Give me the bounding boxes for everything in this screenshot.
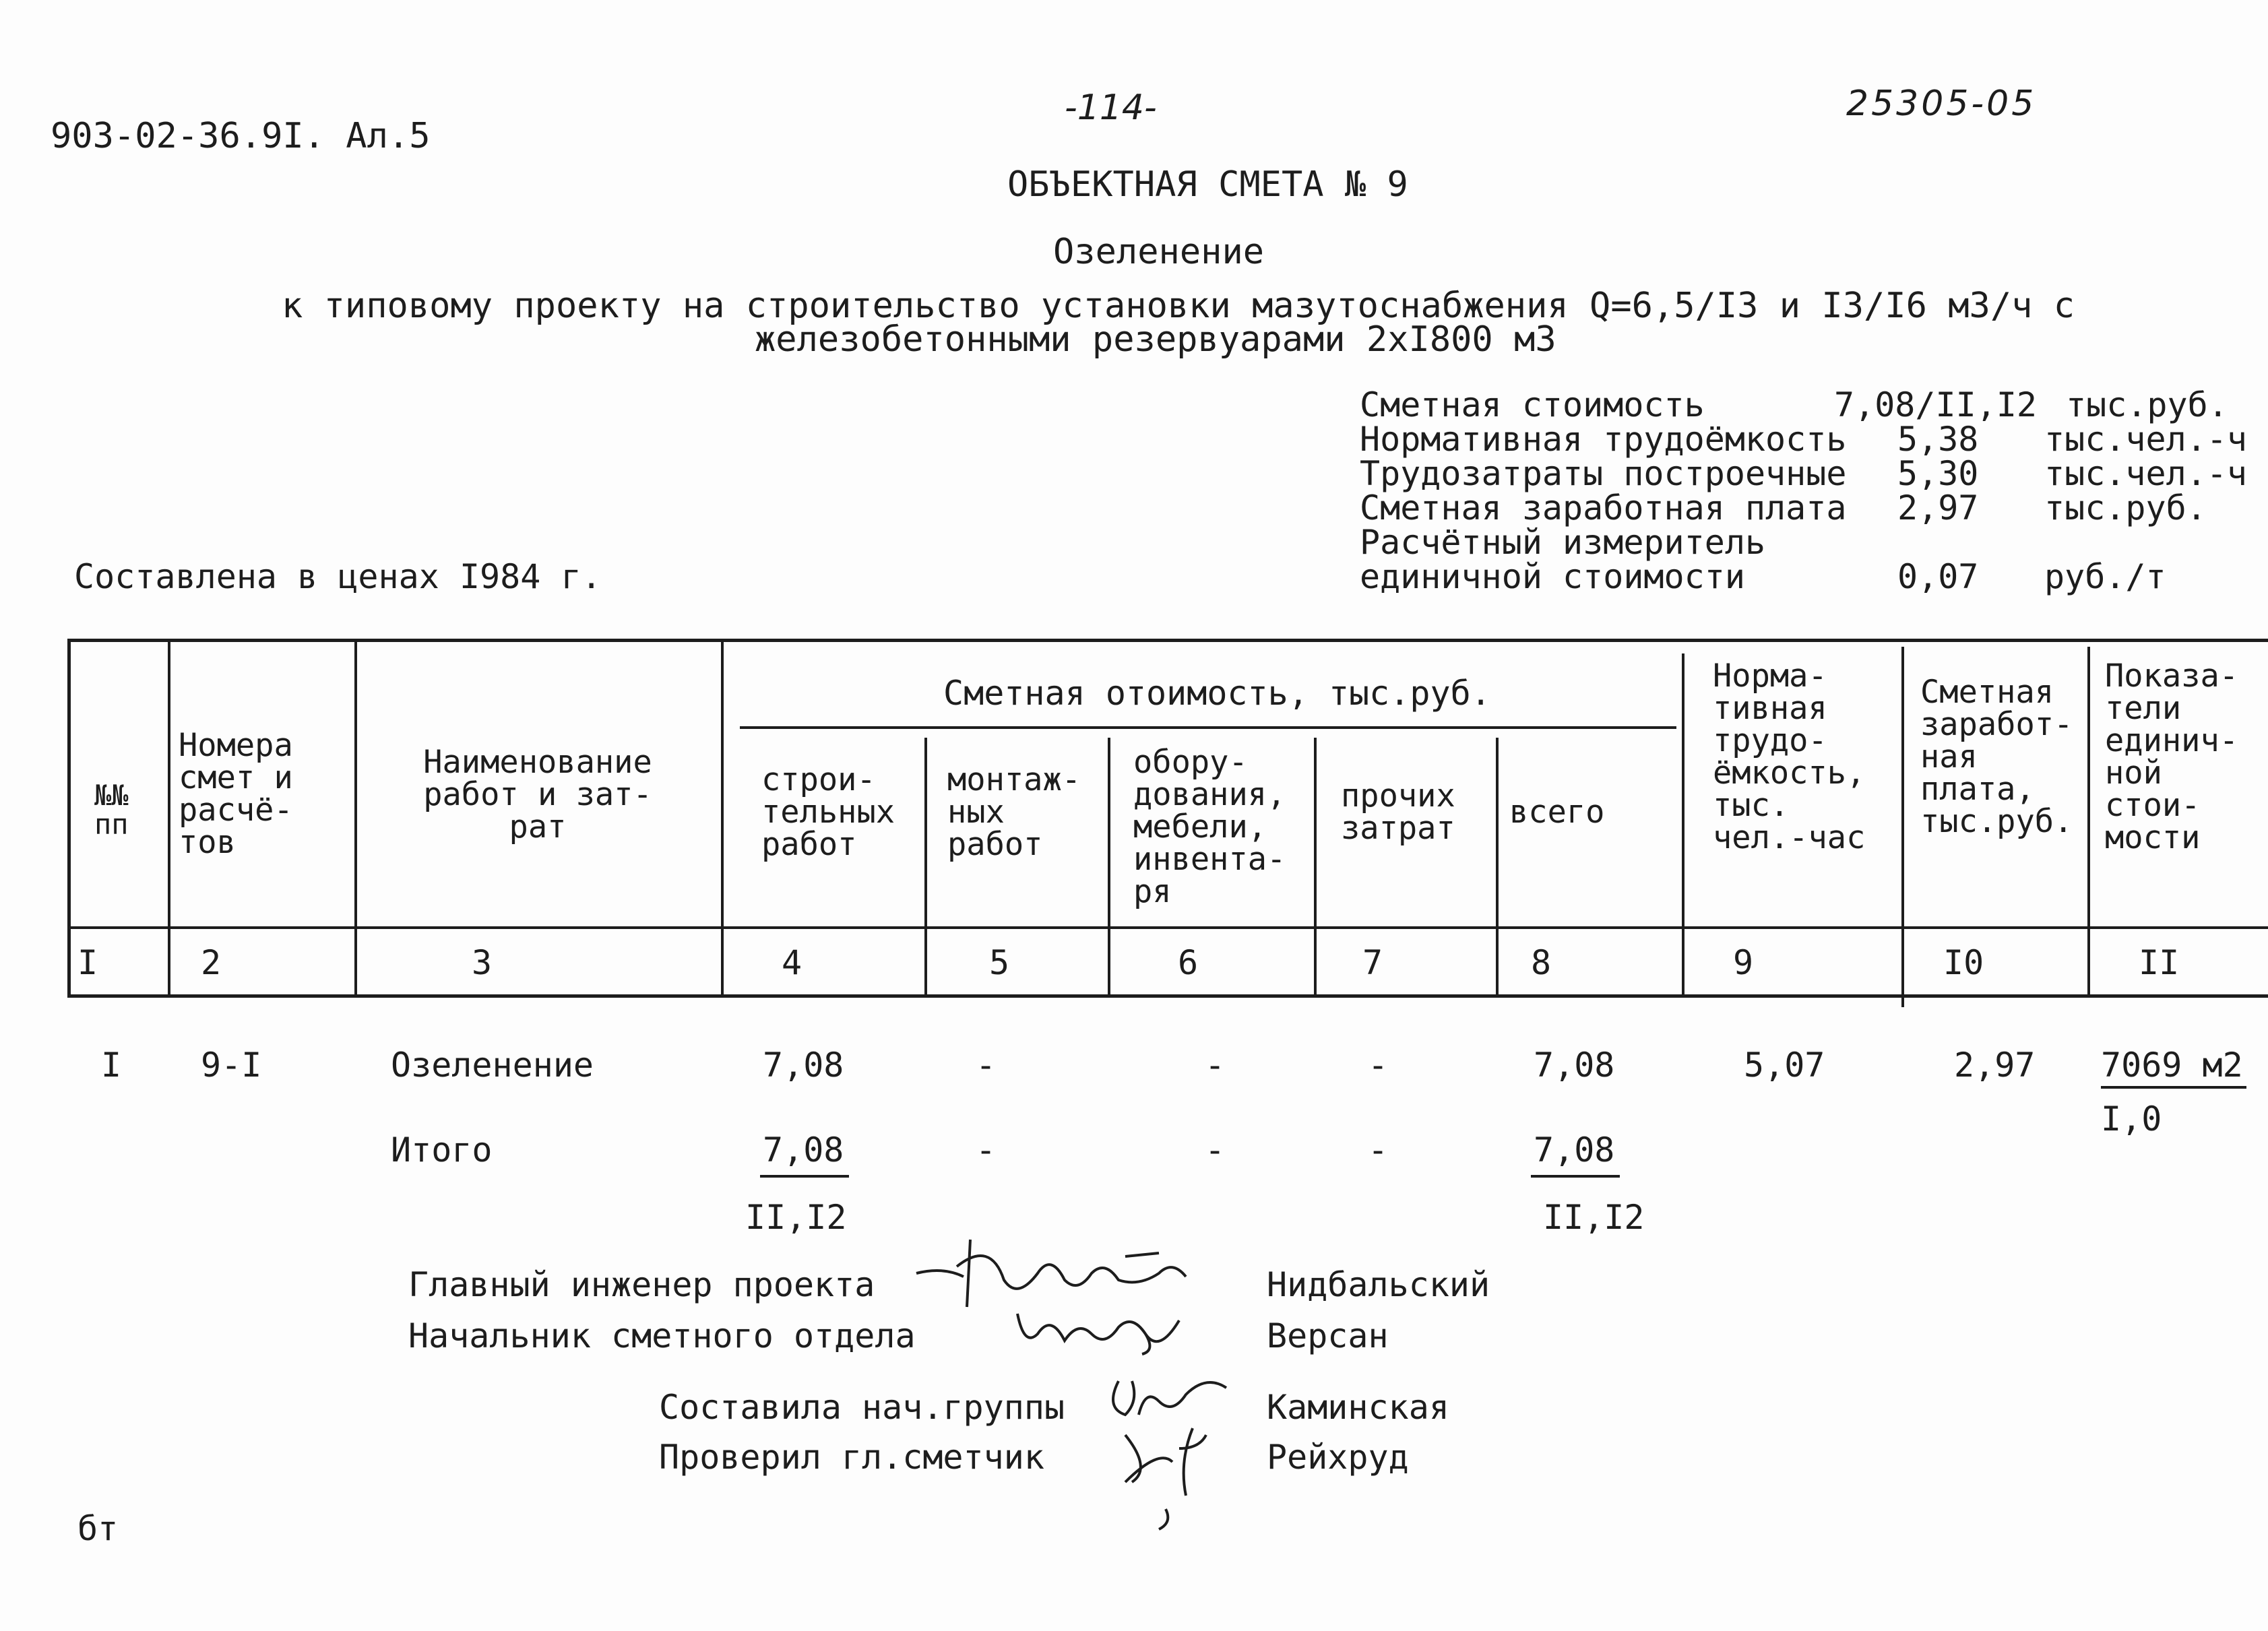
- column-divider: [1108, 738, 1110, 998]
- summary-value: 2,97: [1897, 488, 1979, 527]
- summary-label: Сметная стоимость: [1360, 385, 1705, 424]
- total-cost: 7,08: [1534, 1046, 1615, 1085]
- column-number: 8: [1531, 943, 1552, 982]
- summary-unit: тыс.руб.: [2066, 385, 2228, 424]
- column-number: 5: [989, 943, 1010, 982]
- work-name: Озеленение: [391, 1046, 594, 1085]
- summary-value: 5,38: [1897, 420, 1979, 459]
- row-number: I: [101, 1046, 122, 1085]
- prices-note: Составлена в ценах I984 г.: [74, 557, 602, 596]
- indicator-fraction-line: [2101, 1086, 2246, 1089]
- column-number: I0: [1943, 943, 1984, 982]
- total-equipment: -: [1205, 1130, 1226, 1170]
- header-cell: Наименование работ и зат- рат: [423, 744, 652, 845]
- column-number: II: [2139, 943, 2180, 982]
- signature-name: Версан: [1267, 1316, 1389, 1355]
- signature-role: Главный инженер проекта: [408, 1265, 875, 1304]
- column-number: 4: [782, 943, 802, 982]
- column-divider: [1496, 738, 1499, 998]
- signature-name: Нидбальский: [1267, 1265, 1490, 1304]
- wages: 2,97: [1954, 1046, 2036, 1085]
- signature-name: Рейхруд: [1267, 1438, 1409, 1477]
- header-cell: обору- дования, мебели, инвента- ря: [1133, 744, 1286, 910]
- column-numbers-bottom-border: [67, 994, 2268, 998]
- equipment-cost: -: [1205, 1046, 1226, 1085]
- summary-label: Нормативная трудоёмкость: [1360, 420, 1847, 459]
- column-number: I: [77, 943, 98, 982]
- column-divider: [67, 639, 71, 998]
- total-installation: -: [976, 1130, 997, 1170]
- handwritten-signature: [1112, 1408, 1247, 1543]
- summary-unit: тыс.руб.: [2044, 488, 2207, 527]
- total-construction-sub: II,I2: [745, 1198, 847, 1237]
- header-cell: монтаж- ных работ: [947, 761, 1081, 863]
- column-divider: [354, 639, 357, 998]
- unit-indicator-value: I,0: [2101, 1099, 2162, 1139]
- table-top-border: [67, 639, 2268, 642]
- column-divider: [924, 738, 927, 998]
- estimate-number: 9-I: [201, 1046, 262, 1085]
- total-sum-sub: II,I2: [1543, 1198, 1645, 1237]
- total-construction-line: [760, 1175, 849, 1178]
- column-number: 6: [1178, 943, 1199, 982]
- other-cost: -: [1368, 1046, 1389, 1085]
- column-number: 3: [472, 943, 493, 982]
- summary-value: 0,07: [1897, 557, 1979, 596]
- total-label: Итого: [391, 1130, 493, 1170]
- installation-cost: -: [976, 1046, 997, 1085]
- header-cell: Сметная заработ- ная плата, тыс.руб.: [1920, 674, 2073, 840]
- page-number: -114-: [1065, 88, 1157, 128]
- total-sum-line: [1531, 1175, 1620, 1178]
- summary-unit: руб./т: [2044, 557, 2166, 596]
- column-number: 7: [1362, 943, 1383, 982]
- document-title: ОБЪЕКТНАЯ СМЕТА № 9: [1007, 164, 1408, 205]
- column-divider: [721, 639, 724, 998]
- handwritten-signature: [1011, 1293, 1193, 1361]
- project-description-line2: железобетонными резервуарами 2хI800 м3: [755, 319, 1556, 360]
- header-cell: всего: [1509, 794, 1605, 831]
- labor-intensity: 5,07: [1744, 1046, 1825, 1085]
- summary-unit: тыс.чел.-ч: [2044, 420, 2248, 459]
- summary-label: Трудозатраты построечные: [1360, 454, 1847, 493]
- header-cell: Показа- тели единич- ной стои- мости: [2105, 658, 2239, 856]
- header-cell: Норма- тивная трудо- ёмкость, тыс. чел.-час: [1713, 658, 1866, 856]
- column-divider: [1682, 653, 1684, 998]
- summary-label: единичной стоимости: [1360, 557, 1745, 596]
- signature-role: Составила нач.группы: [659, 1388, 1065, 1427]
- column-number: 9: [1733, 943, 1754, 982]
- column-divider: [1901, 647, 1904, 1007]
- header-cell: №№ пп: [94, 779, 129, 841]
- group-header-divider: [740, 726, 1676, 729]
- unit-indicator: 7069 м2: [2101, 1046, 2243, 1085]
- column-divider: [2087, 647, 2090, 998]
- footer-mark: бт: [77, 1509, 119, 1548]
- column-divider: [1314, 738, 1317, 998]
- total-construction: 7,08: [763, 1130, 844, 1170]
- column-number: 2: [201, 943, 222, 982]
- document-subtitle: Озеленение: [1053, 232, 1265, 272]
- document-code: 903-02-36.9I. Ал.5: [51, 116, 431, 156]
- summary-unit: тыс.чел.-ч: [2044, 454, 2248, 493]
- inventory-number: 25305-05: [1846, 84, 2037, 124]
- signature-role: Проверил гл.сметчик: [659, 1438, 1044, 1477]
- summary-value: 7,08/II,I2: [1834, 385, 2038, 424]
- total-sum: 7,08: [1534, 1130, 1615, 1170]
- header-bottom-border: [67, 926, 2268, 929]
- project-description-line1: к типовому проекту на строительство установки мазутоснабжения Q=6,5/I3 и I3/I6 м3/ч с: [282, 286, 2075, 326]
- header-cell: строи- тельных работ: [761, 761, 895, 863]
- summary-value: 5,30: [1897, 454, 1979, 493]
- summary-label: Сметная заработная плата: [1360, 488, 1847, 527]
- header-cell: Номера смет и расчё- тов: [179, 727, 293, 861]
- column-divider: [168, 639, 170, 998]
- construction-cost: 7,08: [763, 1046, 844, 1085]
- signature-role: Начальник сметного отдела: [408, 1316, 916, 1355]
- header-cell: прочих затрат: [1341, 777, 1455, 847]
- total-other: -: [1368, 1130, 1389, 1170]
- signature-name: Каминская: [1267, 1388, 1449, 1427]
- group-header: Сметная отоимость, тыс.руб.: [943, 674, 1491, 713]
- summary-label: Расчётный измеритель: [1360, 523, 1766, 562]
